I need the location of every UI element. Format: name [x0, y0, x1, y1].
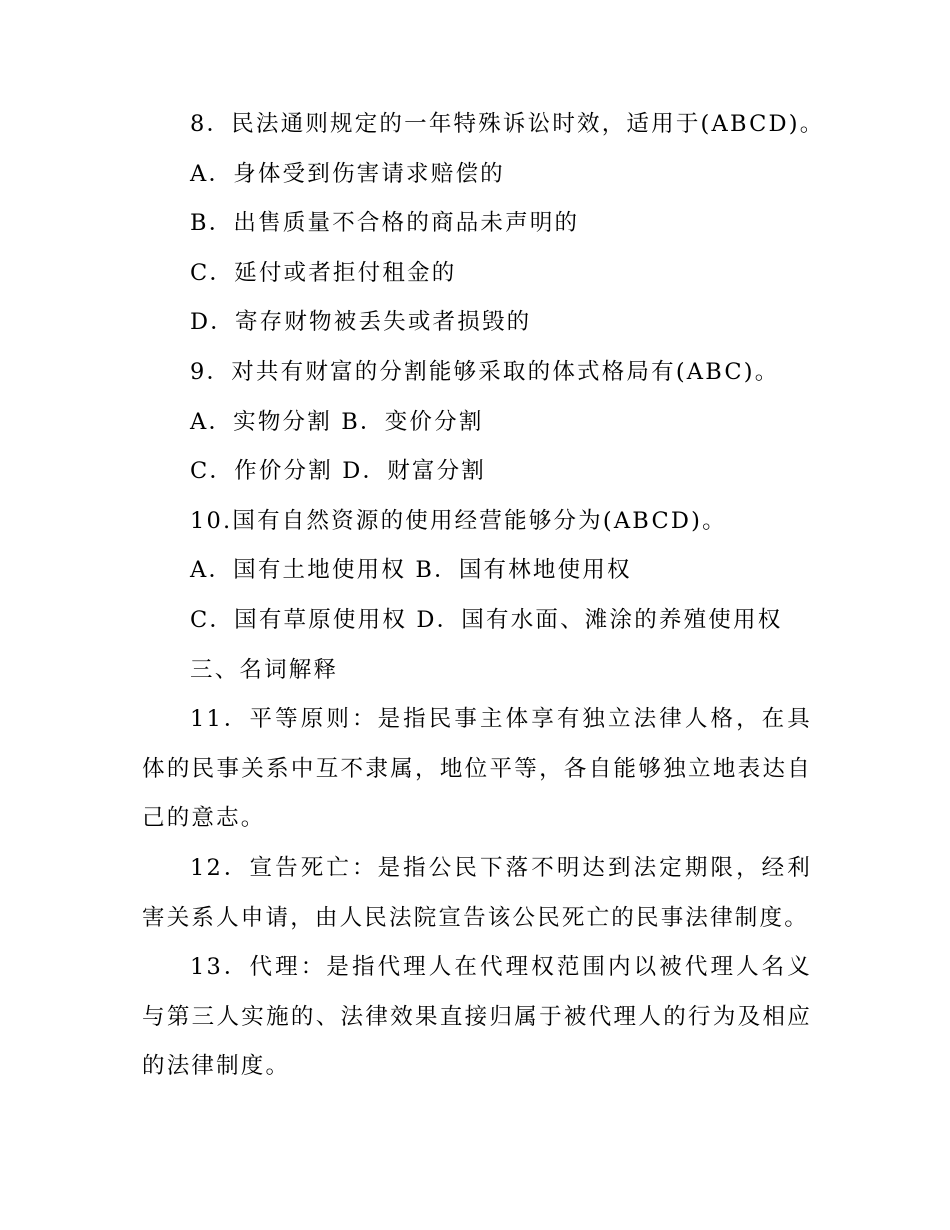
question-8-option-a: A．身体受到伤害请求赔偿的 [190, 160, 505, 187]
definition-paragraph: 13．代理：是指代理人在代理权范围内以被代理人名义与第三人实施的、法律效果直接归属于被代理人的行为及相应的法律制度。 [142, 954, 812, 1080]
question-9-options-ab: A．实物分割 B．变价分割 [190, 408, 484, 435]
document-body [142, 100, 825, 1092]
section-heading: 三、名词解释 [190, 656, 339, 683]
question-10-stem: 10.国有自然资源的使用经营能够分为(ABCD)。 [190, 507, 727, 534]
question-10-options-cd: C．国有草原使用权 D．国有水面、滩涂的养殖使用权 [190, 606, 783, 633]
definition-paragraph: 11．平等原则：是指民事主体享有独立法律人格，在具体的民事关系中互不隶属，地位平等，各自能够独立地表达自己的意志。 [142, 706, 812, 832]
question-8-option-b: B．出售质量不合格的商品未声明的 [190, 210, 580, 237]
question-8-option-d: D．寄存财物被丢失或者损毁的 [190, 309, 532, 336]
question-10-options-ab: A．国有土地使用权 B．国有林地使用权 [190, 557, 632, 584]
question-9-options-cd: C．作价分割 D．财富分割 [190, 458, 487, 485]
question-8-stem: 8．民法通则规定的一年特殊诉讼时效，适用于(ABCD)。 [190, 111, 825, 137]
question-9-stem: 9．对共有财富的分割能够采取的体式格局有(ABC)。 [190, 358, 780, 385]
question-8-option-c: C．延付或者拒付租金的 [190, 259, 457, 286]
definition-paragraph: 12．宣告死亡：是指公民下落不明达到法定期限，经利害关系人申请，由人民法院宣告该公民死亡的民事法律制度。 [142, 854, 812, 931]
